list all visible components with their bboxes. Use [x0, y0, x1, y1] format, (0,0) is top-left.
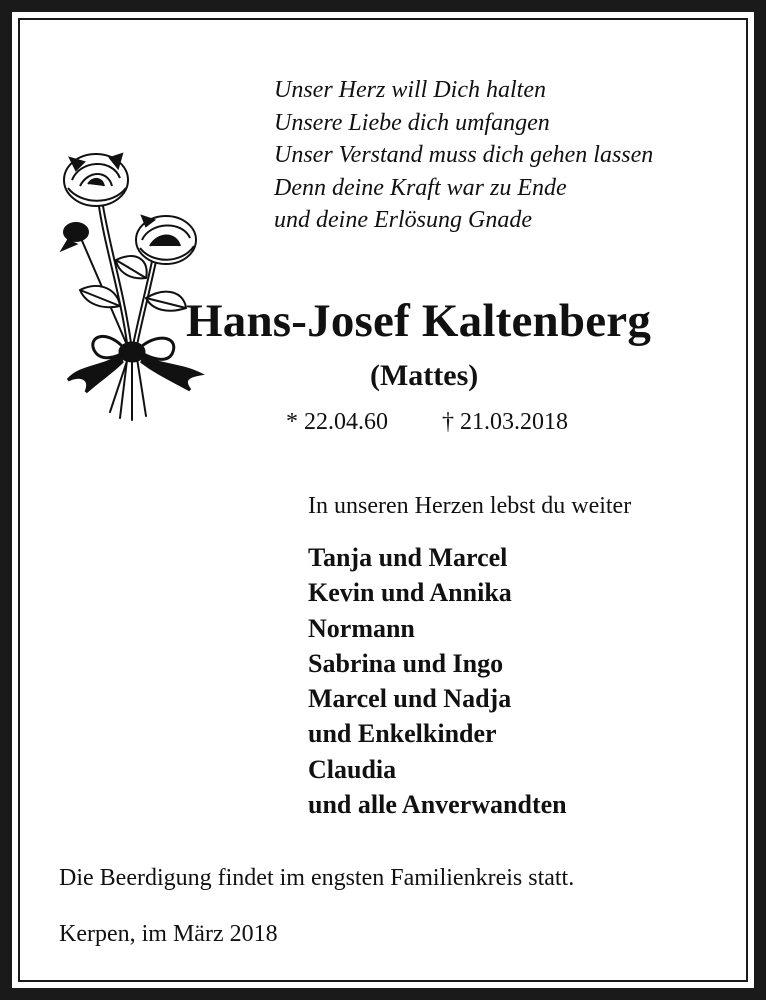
poem-line: Unser Verstand muss dich gehen lassen: [274, 142, 654, 168]
obituary-frame: [12, 12, 754, 988]
tagline: In unseren Herzen lebst du weiter: [308, 493, 632, 519]
poem-line: und deine Erlösung Gnade: [274, 207, 532, 233]
deceased-name: Hans-Josef Kaltenberg: [186, 295, 652, 347]
deceased-nickname: (Mattes): [370, 359, 479, 392]
list-item: und alle Anverwandten: [308, 790, 567, 820]
list-item: Claudia: [308, 754, 397, 784]
poem-line: Denn deine Kraft war zu Ende: [274, 174, 567, 201]
list-item: Normann: [308, 613, 415, 643]
list-item: Kevin und Annika: [308, 578, 512, 608]
place-date: Kerpen, im März 2018: [59, 921, 278, 947]
death-date: † 21.03.2018: [442, 409, 568, 435]
list-item: Tanja und Marcel: [308, 543, 508, 572]
list-item: Marcel und Nadja: [308, 684, 512, 714]
mourners-list: [308, 540, 567, 822]
list-item: Sabrina und Ingo: [308, 648, 504, 678]
poem: [274, 74, 653, 237]
funeral-note: Die Beerdigung findet im engsten Familienkreis statt.: [59, 865, 575, 891]
list-item: und Enkelkinder: [308, 719, 497, 749]
roses-illustration-icon: [50, 140, 206, 426]
birth-date: * 22.04.60: [286, 409, 388, 435]
poem-line: Unsere Liebe dich umfangen: [274, 109, 550, 136]
poem-line: Unser Herz will Dich halten: [274, 77, 546, 103]
